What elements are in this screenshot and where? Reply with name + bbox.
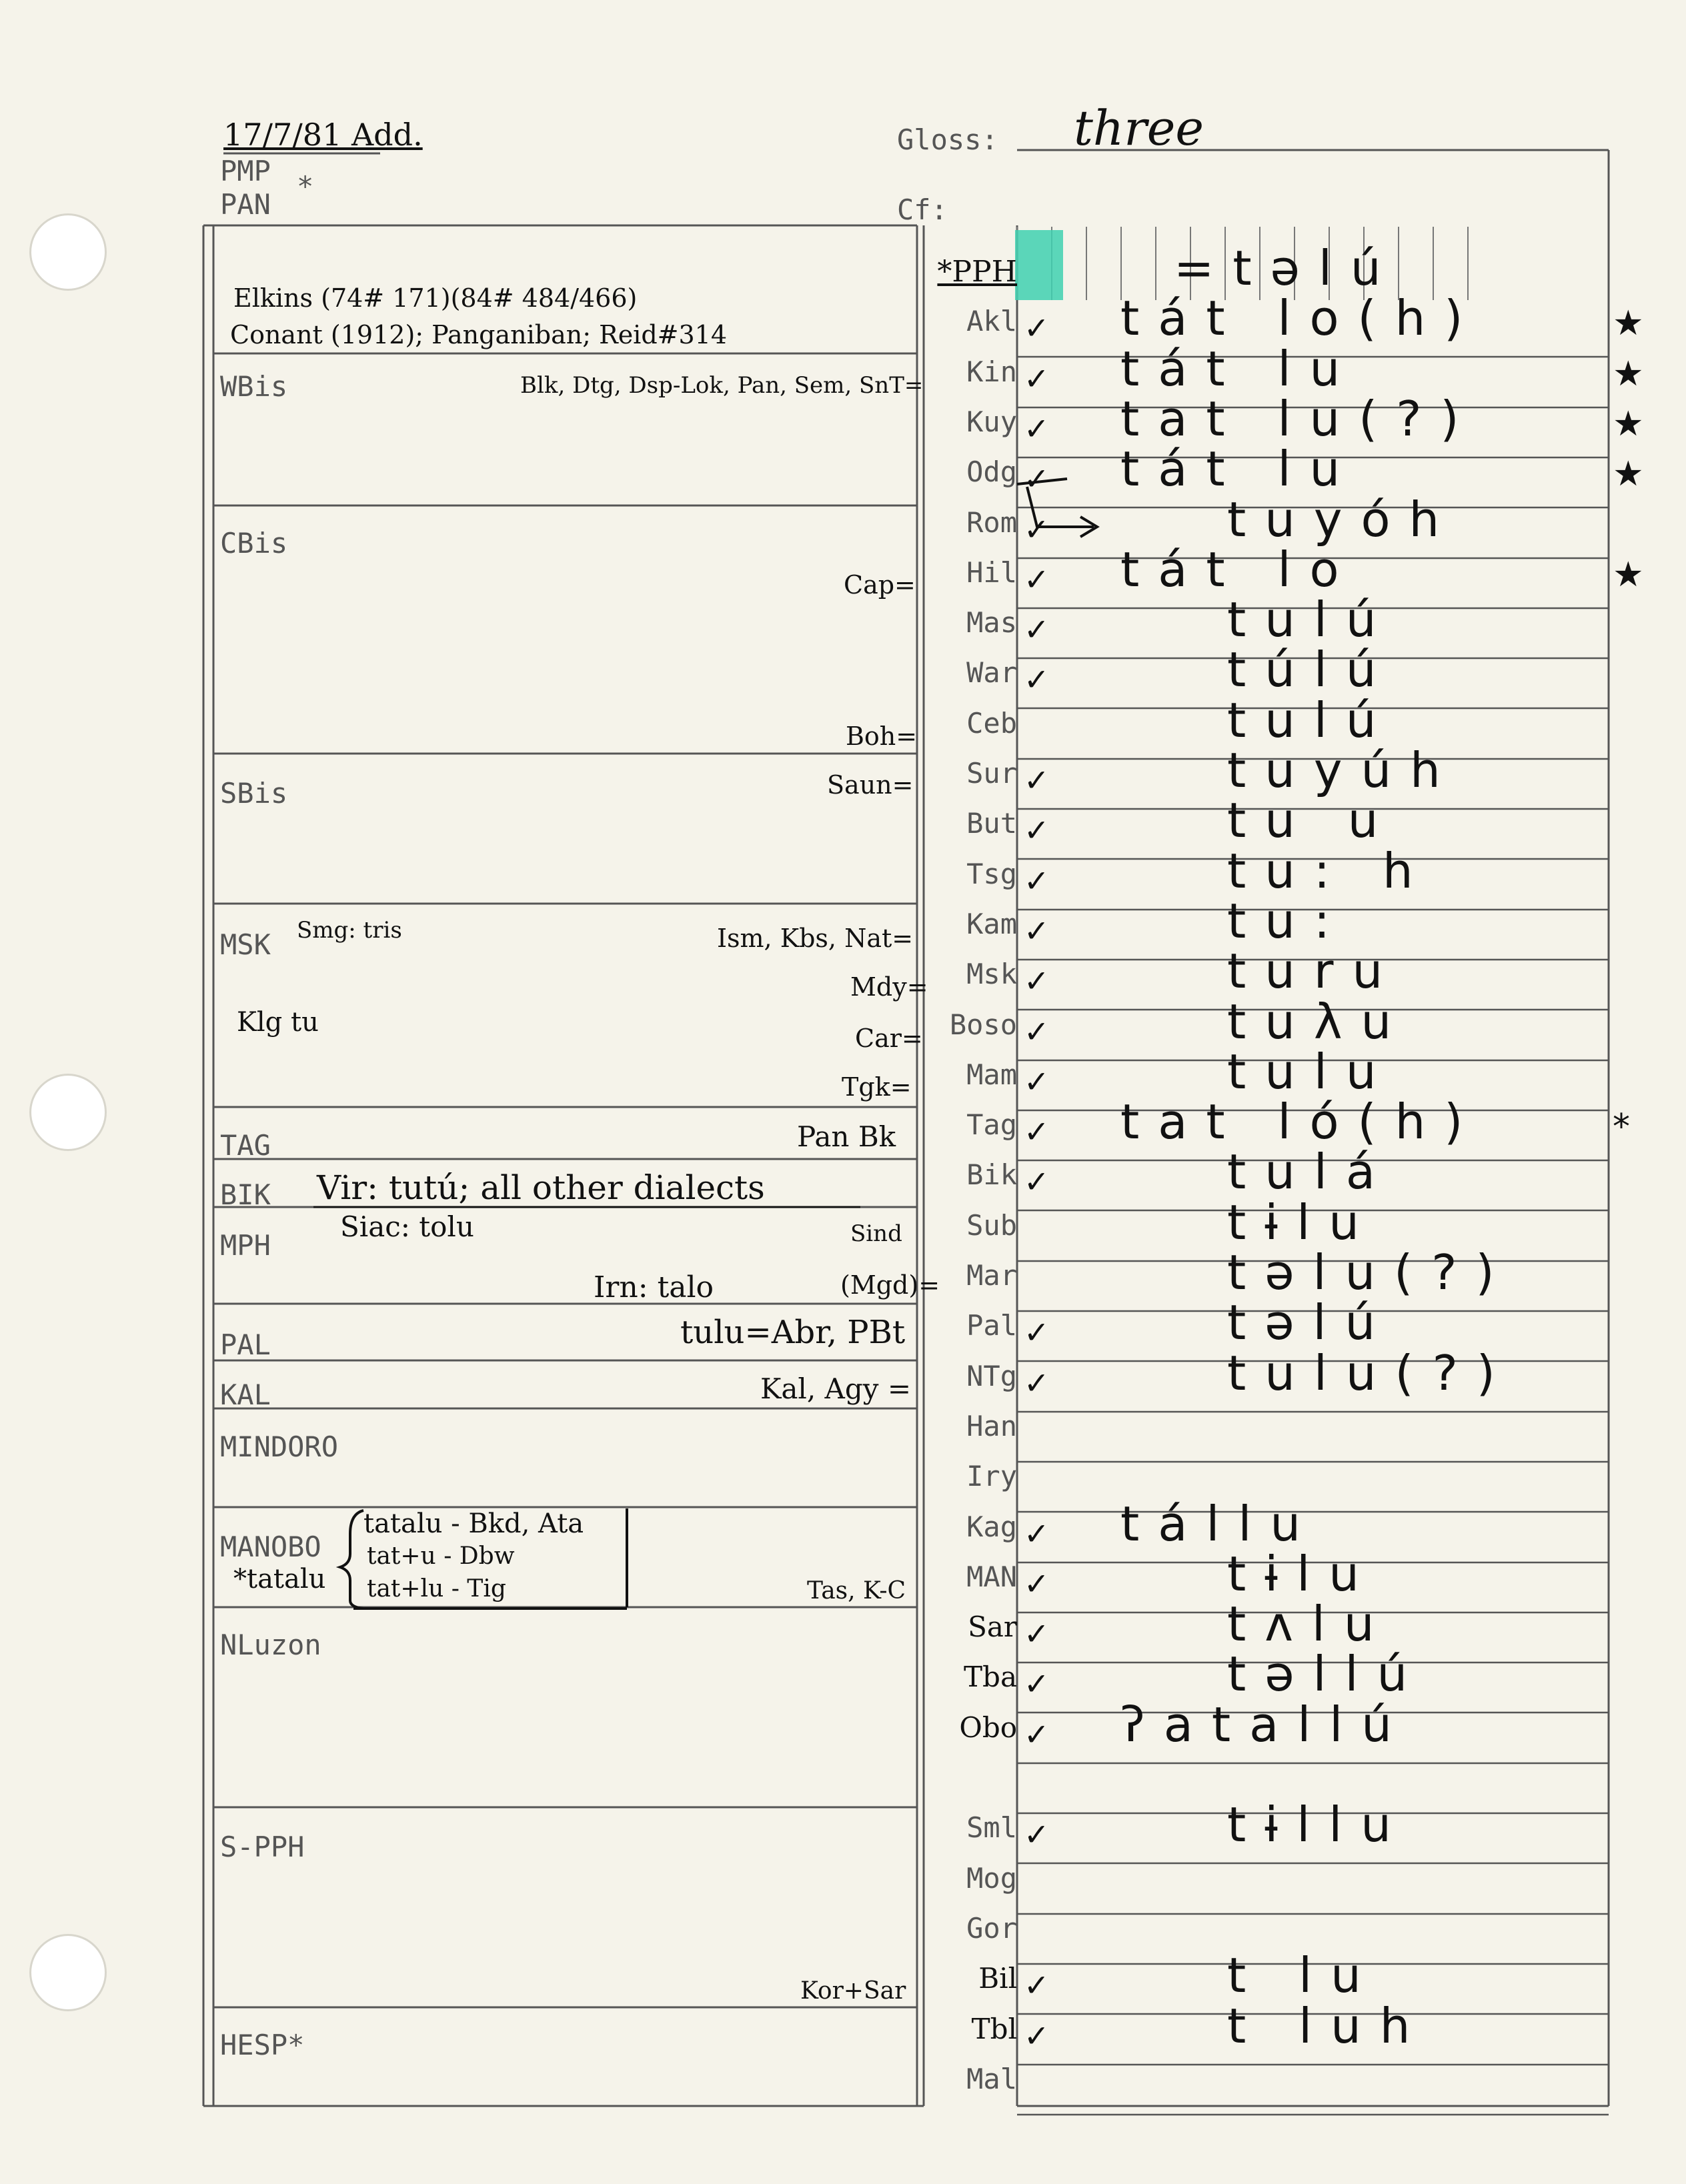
row-language: Boso (949, 1008, 1017, 1041)
note-sind: Sind (850, 1220, 902, 1247)
row-language: Sml (966, 1811, 1017, 1844)
group-kal: KAL (220, 1378, 271, 1411)
row-form: tuλu (1227, 994, 1411, 1050)
note-manobo-2: tat+u - Dbw (367, 1542, 515, 1570)
row-form: təlu(?) (1227, 1244, 1513, 1300)
row-form: t lu (1227, 1947, 1380, 2003)
row-form: təlú (1227, 1294, 1395, 1350)
row-language: Ceb (966, 707, 1017, 740)
row-checkmark: ✓ (1024, 1314, 1050, 1350)
reference-line-2: Conant (1912); Panganiban; Reid#314 (230, 320, 728, 349)
note-manobo-1: tatalu - Bkd, Ata (363, 1508, 584, 1539)
row-language: But (966, 807, 1017, 840)
row-form: tállu (1120, 1496, 1319, 1552)
row-checkmark: ✓ (1024, 461, 1050, 497)
pmp-star: * (297, 170, 314, 203)
gloss-value: three (1074, 100, 1204, 156)
row-form: tɨllu (1227, 1797, 1410, 1853)
row-language: Bik (966, 1158, 1017, 1191)
row-star: ★ (1613, 303, 1644, 343)
row-language: Tbl (971, 2013, 1017, 2045)
note-bik-vir: Vir: tutú; all other dialects (317, 1168, 765, 1207)
group-mph: MPH (220, 1229, 271, 1262)
date-note: 17/7/81 Add. (223, 117, 423, 153)
row-language: Iry (966, 1460, 1017, 1492)
row-language: Tsg (966, 858, 1017, 890)
row-language: Kam (966, 908, 1017, 940)
note-mgd: (Mgd)= (840, 1270, 940, 1300)
row-form: tɨlu (1227, 1546, 1378, 1602)
note-tgk: Tgk= (842, 1072, 912, 1102)
note-korsar: Kor+Sar (800, 1977, 906, 2005)
row-language: Mam (966, 1058, 1017, 1091)
reference-line-1: Elkins (74# 171)(84# 484/466) (233, 283, 638, 313)
row-form: tát lo(h) (1120, 290, 1482, 346)
row-language: Kin (966, 355, 1017, 388)
row-checkmark: ✓ (1024, 1064, 1050, 1100)
row-checkmark: ✓ (1024, 1516, 1050, 1552)
note-wbis-list: Blk, Dtg, Dsp-Lok, Pan, Sem, SnT= (520, 372, 924, 399)
row-checkmark: ✓ (1024, 511, 1050, 548)
row-checkmark: ✓ (1024, 1616, 1050, 1652)
row-form: turu (1227, 943, 1402, 999)
row-language: Han (966, 1410, 1017, 1442)
pmp-label: PMP (220, 155, 271, 187)
group-hesp: HESP* (220, 2029, 305, 2061)
row-checkmark: ✓ (1024, 562, 1050, 598)
row-form: =təlú (1174, 240, 1400, 296)
row-language: Pal (966, 1309, 1017, 1342)
pan-label: PAN (220, 188, 271, 221)
row-form: tulú (1227, 592, 1395, 648)
row-checkmark: ✓ (1024, 1114, 1050, 1150)
row-form: ʔatallú (1120, 1697, 1411, 1753)
row-star: * (1613, 1107, 1630, 1147)
row-star: ★ (1613, 404, 1644, 444)
note-manobo-3: tat+lu - Tig (367, 1575, 506, 1602)
row-language: *PPH (937, 255, 1017, 289)
row-form: tát lo (1120, 541, 1358, 598)
row-checkmark: ✓ (1024, 1014, 1050, 1050)
note-car: Car= (855, 1024, 923, 1053)
row-language: Hil (966, 556, 1017, 589)
row-language: Odg (966, 455, 1017, 488)
row-checkmark: ✓ (1024, 1967, 1050, 2003)
row-language: MAN (966, 1560, 1017, 1593)
row-form: tʌlu (1227, 1596, 1393, 1652)
note-mdy: Mdy= (850, 972, 928, 1002)
row-form: tulu (1227, 1044, 1395, 1100)
row-language: Msk (966, 958, 1017, 990)
group-wbis: WBis (220, 370, 288, 403)
row-language: Mar (966, 1259, 1017, 1292)
row-language: Mog (966, 1862, 1017, 1895)
row-language: Rom (966, 506, 1017, 539)
row-form: tát lu (1120, 441, 1359, 497)
row-form: tu: (1227, 893, 1349, 949)
row-language: Obo (959, 1711, 1017, 1744)
row-checkmark: ✓ (1024, 411, 1050, 447)
row-form: tuyóh (1227, 491, 1459, 548)
row-checkmark: ✓ (1024, 863, 1050, 899)
row-form: tat lu(?) (1120, 391, 1478, 447)
note-kal-agy: Kal, Agy = (760, 1372, 912, 1405)
cf-label: Cf: (897, 193, 948, 226)
row-form: tu u (1227, 792, 1397, 848)
row-form: tɨlu (1227, 1194, 1378, 1250)
row-form: tuyúh (1227, 742, 1459, 798)
row-checkmark: ✓ (1024, 1666, 1050, 1702)
row-language: Kag (966, 1510, 1017, 1543)
note-siac: Siac: tolu (340, 1210, 474, 1243)
row-checkmark: ✓ (1024, 310, 1050, 346)
group-msk: MSK (220, 928, 271, 961)
row-checkmark: ✓ (1024, 812, 1050, 848)
row-checkmark: ✓ (1024, 1817, 1050, 1853)
row-form: tat ló(h) (1120, 1094, 1482, 1150)
group-sbis: SBis (220, 777, 288, 810)
row-checkmark: ✓ (1024, 1365, 1050, 1401)
row-language: War (966, 656, 1017, 689)
row-form: tu: h (1227, 843, 1432, 899)
row-checkmark: ✓ (1024, 963, 1050, 999)
row-checkmark: ✓ (1024, 1717, 1050, 1753)
group-spph: S-PPH (220, 1831, 305, 1863)
row-language: Mas (966, 606, 1017, 639)
row-checkmark: ✓ (1024, 1164, 1050, 1200)
group-pal: PAL (220, 1328, 271, 1361)
row-checkmark: ✓ (1024, 2018, 1050, 2054)
row-form: tulu(?) (1227, 1345, 1514, 1401)
row-checkmark: ✓ (1024, 1566, 1050, 1602)
group-cbis: CBis (220, 527, 288, 560)
note-irn: Irn: talo (594, 1270, 714, 1304)
row-language: Sur (966, 757, 1017, 790)
row-language: Tba (964, 1661, 1017, 1693)
note-pal-tulu: tulu=Abr, PBt (680, 1314, 906, 1351)
gloss-label: Gloss: (897, 123, 998, 156)
row-language: Gor (966, 1912, 1017, 1945)
note-msk-smg: Smg: tris (297, 917, 402, 944)
note-msk-klg: Klg tu (237, 1007, 319, 1038)
row-star: ★ (1613, 454, 1644, 494)
note-cap: Cap= (844, 570, 916, 600)
row-checkmark: ✓ (1024, 612, 1050, 648)
row-checkmark: ✓ (1024, 361, 1050, 397)
row-checkmark: ✓ (1024, 662, 1050, 698)
row-star: ★ (1613, 354, 1644, 394)
group-bik: BIK (220, 1178, 271, 1211)
note-manobo-star: *tatalu (233, 1564, 326, 1594)
row-language: Mal (966, 2063, 1017, 2095)
row-form: t luh (1227, 1998, 1429, 2054)
note-msk-ism: Ism, Kbs, Nat= (717, 924, 914, 953)
note-tas: Tas, K-C (807, 1577, 906, 1604)
row-language: NTg (966, 1360, 1017, 1392)
row-form: tát lu (1120, 341, 1359, 397)
row-language: Tag (966, 1108, 1017, 1141)
row-language: Sar (968, 1610, 1017, 1643)
row-form: təllú (1227, 1646, 1427, 1702)
group-mindoro: MINDORO (220, 1430, 339, 1463)
row-language: Sub (966, 1209, 1017, 1242)
row-form: tulá (1227, 1144, 1394, 1200)
group-tag: TAG (220, 1129, 271, 1162)
row-language: Bil (978, 1962, 1017, 1995)
note-panbk: Pan Bk (797, 1120, 896, 1153)
row-form: túlú (1227, 642, 1395, 698)
group-manobo: MANOBO (220, 1530, 321, 1563)
row-checkmark: ✓ (1024, 762, 1050, 798)
note-saun: Saun= (827, 770, 914, 800)
group-nluzon: NLuzon (220, 1628, 321, 1661)
row-checkmark: ✓ (1024, 913, 1050, 949)
note-boh: Boh= (846, 722, 918, 751)
row-star: ★ (1613, 555, 1644, 595)
row-form: tulú (1227, 692, 1395, 748)
row-language: Kuy (966, 405, 1017, 438)
row-language: Akl (966, 305, 1017, 337)
